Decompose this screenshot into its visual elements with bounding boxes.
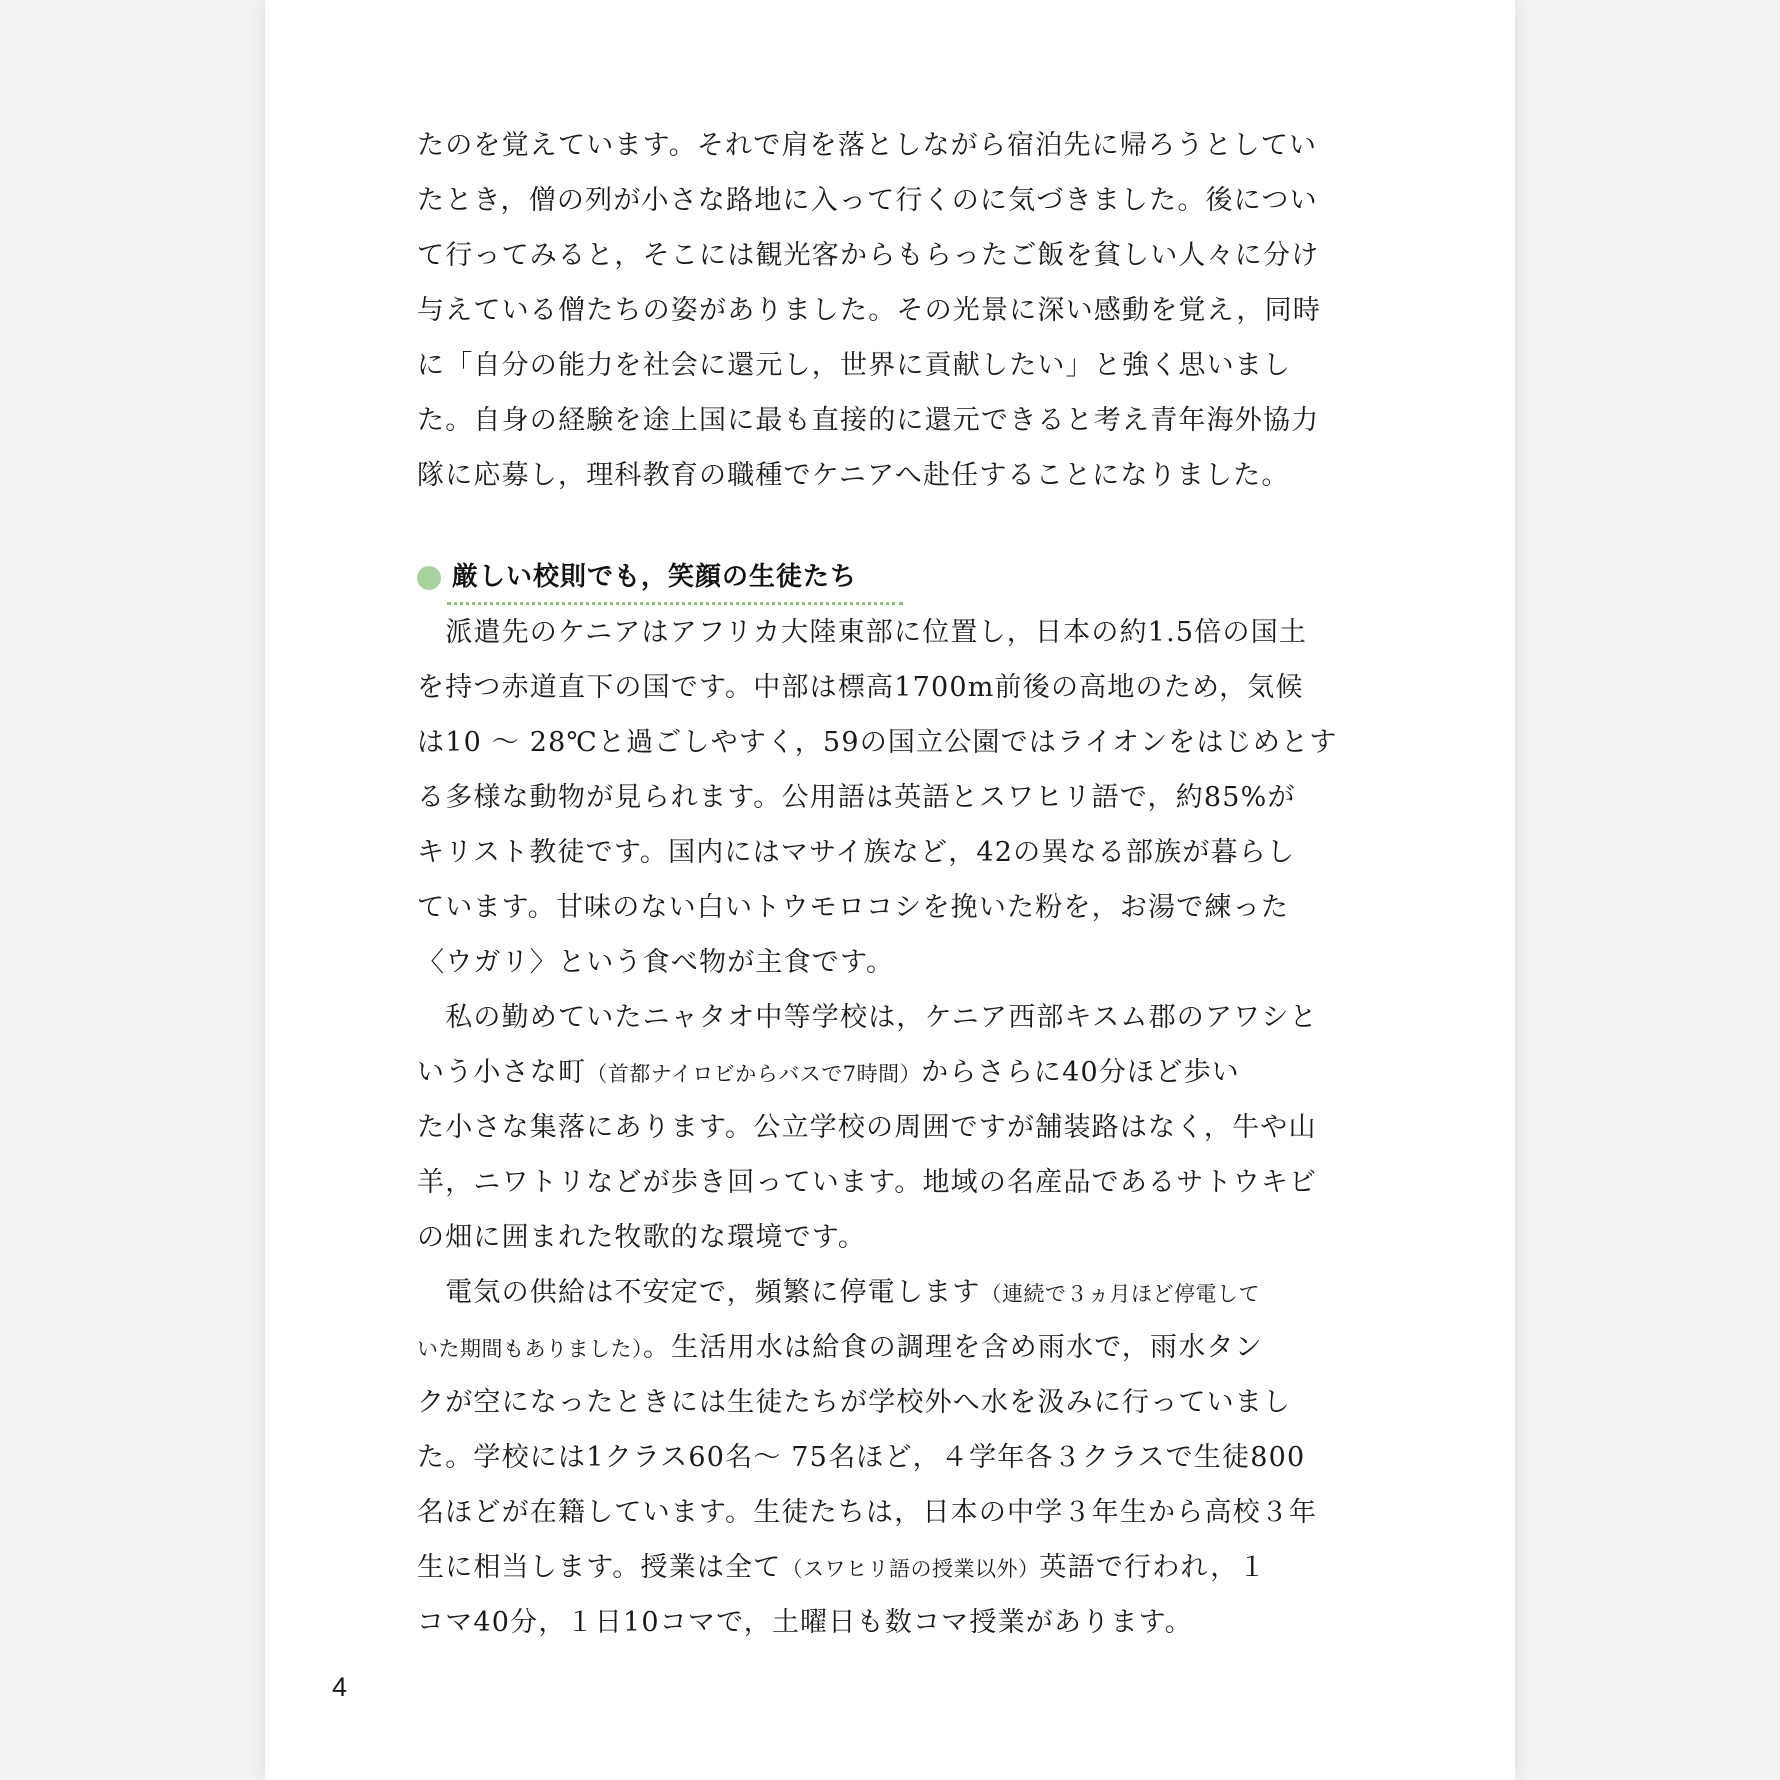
text-line (417, 1265, 1337, 1320)
text-line: た。学校には1クラス60名～ 75名ほど，４学年各３クラスで生徒800 (417, 1442, 1306, 1473)
text-line: 〈ウガリ〉という食べ物が主食です。 (417, 947, 895, 978)
text-line: た小さな集落にあります。公立学校の周囲ですが舗装路はなく，牛や山 (417, 1112, 1317, 1143)
text-line: に「自分の能力を社会に還元し，世界に貢献したい」と強く思いまし (417, 350, 1292, 381)
text-line (417, 1540, 1337, 1595)
parenthetical-note: （スワヒリ語の授業以外） (781, 1557, 1040, 1581)
heading-dotted-underline (447, 602, 903, 605)
parenthetical-note: いた期間もありました） (417, 1337, 643, 1361)
text-line: 私の勤めていたニャタオ中等学校は，ケニア西部キスム郡のアワシと (417, 1002, 1318, 1033)
text-line: たとき，僧の列が小さな路地に入って行くのに気づきました。後につい (417, 185, 1318, 216)
text-line: ています。甘味のない白いトウモロコシを挽いた粉を，お湯で練った (417, 892, 1290, 923)
document-page (265, 0, 1515, 1780)
text-span: 生に相当します。授業は全て (417, 1552, 782, 1583)
text-line: キリスト教徒です。国内にはマサイ族など，42の異なる部族が暮らし (417, 837, 1296, 868)
text-line: る多様な動物が見られます。公用語は英語とスワヒリ語で，約85%が (417, 782, 1296, 813)
text-line: クが空になったときには生徒たちが学校外へ水を汲みに行っていまし (417, 1387, 1292, 1418)
text-span: からさらに40分ほど歩い (921, 1057, 1240, 1088)
text-span: 。生活用水は給食の調理を含め雨水で，雨水タン (643, 1332, 1263, 1363)
page-number: 4 (332, 1672, 348, 1702)
text-line: 与えている僧たちの姿がありました。その光景に深い感動を覚え，同時 (417, 295, 1322, 326)
parenthetical-note: （首都ナイロビからバスで7時間） (586, 1062, 922, 1086)
section-gap (417, 503, 1337, 550)
text-line: た。自身の経験を途上国に最も直接的に還元できると考え青年海外協力 (417, 405, 1320, 436)
circle-bullet-icon (417, 566, 441, 590)
text-line: を持つ赤道直下の国です。中部は標高1700m前後の高地のため，気候 (417, 672, 1304, 703)
text-line (417, 1045, 1337, 1100)
text-line: て行ってみると，そこには観光客からもらったご飯を貧しい人々に分け (417, 240, 1320, 271)
text-line: の畑に囲まれた牧歌的な環境です。 (417, 1222, 867, 1253)
page-content (417, 118, 1337, 1650)
parenthetical-note: （連続で３ヵ月ほど停電して (980, 1282, 1260, 1306)
text-span: 英語で行われ，１ (1039, 1552, 1267, 1583)
section-heading (417, 550, 1337, 605)
section-heading-text: 厳しい校則でも，笑顔の生徒たち (452, 562, 858, 592)
text-span: いう小さな町 (417, 1057, 587, 1088)
text-line: 隊に応募し，理科教育の職種でケニアへ赴任することになりました。 (417, 460, 1290, 491)
text-line: 名ほどが在籍しています。生徒たちは，日本の中学３年生から高校３年 (417, 1497, 1318, 1528)
text-line: コマ40分，１日10コマで，土曜日も数コマ授業があります。 (417, 1607, 1193, 1638)
text-line: たのを覚えています。それで肩を落としながら宿泊先に帰ろうとしてい (417, 130, 1318, 161)
text-span: 電気の供給は不安定で，頻繁に停電します (417, 1277, 981, 1308)
text-line: 派遣先のケニアはアフリカ大陸東部に位置し，日本の約1.5倍の国土 (417, 617, 1308, 648)
text-line (417, 1320, 1337, 1375)
text-line: 羊，ニワトリなどが歩き回っています。地域の名産品であるサトウキビ (417, 1167, 1318, 1198)
text-line: は10 ～ 28℃と過ごしやすく，59の国立公園ではライオンをはじめとす (417, 727, 1338, 758)
